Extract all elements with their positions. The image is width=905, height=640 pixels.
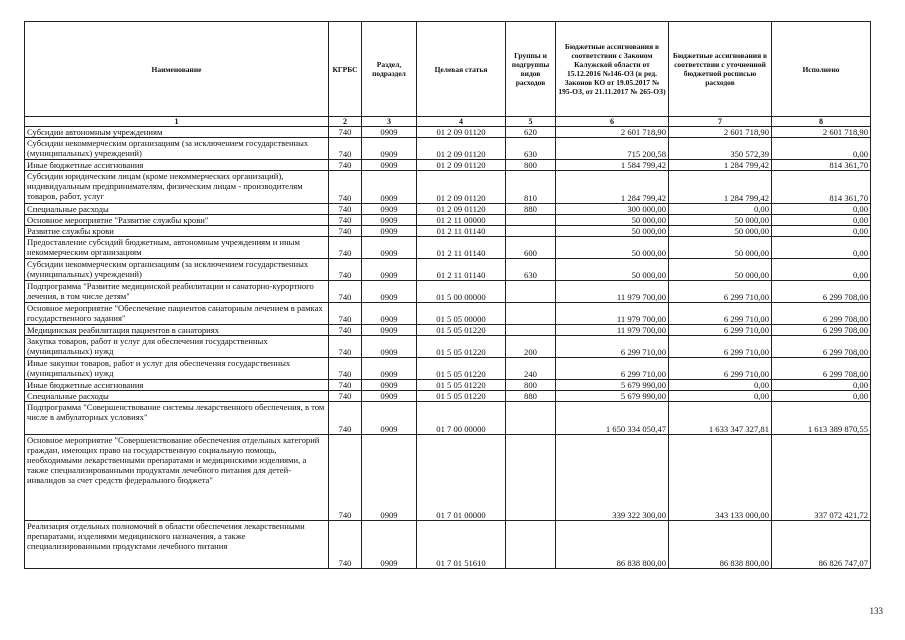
row-executed: 337 072 421,72 bbox=[772, 435, 871, 521]
row-target: 01 5 05 01220 bbox=[417, 391, 506, 402]
row-group bbox=[506, 435, 556, 521]
row-approved: 300 000,00 bbox=[556, 204, 669, 215]
row-name: Основное мероприятие "Совершенствование обеспечения отдельных категорий граждан, имеющих право на государственную социальную помощь, необходимыми лекарственными препаратами и медицинскими изделиями, а также специализированными продуктами лечебного питания для детей-инвалидов за счет средств федерального бюджета" bbox=[25, 435, 329, 521]
row-name: Иные бюджетные ассигнования bbox=[25, 380, 329, 391]
row-executed: 0,00 bbox=[772, 204, 871, 215]
row-name: Субсидии автономным учреждениям bbox=[25, 127, 329, 138]
row-target: 01 2 09 01120 bbox=[417, 127, 506, 138]
row-group bbox=[506, 281, 556, 303]
header-executed: Исполнено bbox=[772, 22, 871, 117]
row-refined: 1 284 799,42 bbox=[669, 171, 772, 204]
row-kgrbs: 740 bbox=[329, 237, 362, 259]
row-group: 800 bbox=[506, 160, 556, 171]
budget-table bbox=[24, 21, 871, 569]
row-refined: 6 299 710,00 bbox=[669, 358, 772, 380]
table-body bbox=[25, 127, 871, 569]
column-number: 5 bbox=[506, 117, 556, 127]
row-executed: 6 299 708,00 bbox=[772, 325, 871, 336]
row-executed: 1 613 389 870,55 bbox=[772, 402, 871, 435]
row-kgrbs: 740 bbox=[329, 358, 362, 380]
row-approved: 339 322 300,00 bbox=[556, 435, 669, 521]
header-refined: Бюджетные ассигнования в соответствии с уточненной бюджетной росписью расходов bbox=[669, 22, 772, 117]
row-name: Иные закупки товаров, работ и услуг для обеспечения государственных (муниципальных) нужд bbox=[25, 358, 329, 380]
row-kgrbs: 740 bbox=[329, 521, 362, 569]
row-target: 01 2 11 00000 bbox=[417, 215, 506, 226]
row-approved: 5 679 990,00 bbox=[556, 391, 669, 402]
column-number: 4 bbox=[417, 117, 506, 127]
row-group: 880 bbox=[506, 204, 556, 215]
row-approved: 50 000,00 bbox=[556, 226, 669, 237]
table-row bbox=[25, 402, 871, 435]
row-approved: 1 284 799,42 bbox=[556, 171, 669, 204]
row-section: 0909 bbox=[362, 259, 417, 281]
row-name: Развитие службы крови bbox=[25, 226, 329, 237]
row-name: Специальные расходы bbox=[25, 391, 329, 402]
row-executed: 6 299 708,00 bbox=[772, 336, 871, 358]
row-group: 630 bbox=[506, 259, 556, 281]
row-section: 0909 bbox=[362, 226, 417, 237]
row-executed: 0,00 bbox=[772, 259, 871, 281]
row-name: Предоставление субсидий бюджетным, автономным учреждениям и иным некоммерческим организациям bbox=[25, 237, 329, 259]
row-refined: 2 601 718,90 bbox=[669, 127, 772, 138]
table-row bbox=[25, 226, 871, 237]
row-section: 0909 bbox=[362, 336, 417, 358]
row-approved: 6 299 710,00 bbox=[556, 336, 669, 358]
row-approved: 50 000,00 bbox=[556, 259, 669, 281]
row-kgrbs: 740 bbox=[329, 127, 362, 138]
column-number: 6 bbox=[556, 117, 669, 127]
row-kgrbs: 740 bbox=[329, 380, 362, 391]
row-refined: 343 133 000,00 bbox=[669, 435, 772, 521]
table-row bbox=[25, 204, 871, 215]
row-refined: 50 000,00 bbox=[669, 215, 772, 226]
row-executed: 6 299 708,00 bbox=[772, 281, 871, 303]
row-target: 01 7 01 51610 bbox=[417, 521, 506, 569]
row-target: 01 5 05 01220 bbox=[417, 325, 506, 336]
row-approved: 50 000,00 bbox=[556, 215, 669, 226]
header-section: Раздел, подраздел bbox=[362, 22, 417, 117]
row-name: Специальные расходы bbox=[25, 204, 329, 215]
report-sheet bbox=[24, 21, 870, 569]
row-executed: 86 826 747,07 bbox=[772, 521, 871, 569]
header-target: Целевая статья bbox=[417, 22, 506, 117]
row-kgrbs: 740 bbox=[329, 204, 362, 215]
row-section: 0909 bbox=[362, 325, 417, 336]
row-section: 0909 bbox=[362, 303, 417, 325]
row-section: 0909 bbox=[362, 237, 417, 259]
column-number: 8 bbox=[772, 117, 871, 127]
row-group: 240 bbox=[506, 358, 556, 380]
table-row bbox=[25, 336, 871, 358]
table-row bbox=[25, 325, 871, 336]
row-target: 01 2 09 01120 bbox=[417, 204, 506, 215]
table-row bbox=[25, 391, 871, 402]
row-name: Закупка товаров, работ и услуг для обеспечения государственных (муниципальных) нужд bbox=[25, 336, 329, 358]
row-section: 0909 bbox=[362, 138, 417, 160]
row-approved: 5 679 990,00 bbox=[556, 380, 669, 391]
row-name: Субсидии юридическим лицам (кроме некоммерческих организаций), индивидуальным предпринимателям, физическим лицам - производителям товаров, работ, услуг bbox=[25, 171, 329, 204]
row-group: 810 bbox=[506, 171, 556, 204]
row-kgrbs: 740 bbox=[329, 336, 362, 358]
row-target: 01 7 01 00000 bbox=[417, 435, 506, 521]
table-row bbox=[25, 160, 871, 171]
row-section: 0909 bbox=[362, 391, 417, 402]
row-target: 01 5 05 01220 bbox=[417, 380, 506, 391]
row-name: Субсидии некоммерческим организациям (за исключением государственных (муниципальных) учреждений) bbox=[25, 138, 329, 160]
row-kgrbs: 740 bbox=[329, 435, 362, 521]
row-name: Реализация отдельных полномочий в области обеспечения лекарственными препаратами, изделиями медицинского назначения, а также специализированными продуктами лечебного питания bbox=[25, 521, 329, 569]
row-approved: 11 979 700,00 bbox=[556, 281, 669, 303]
row-refined: 50 000,00 bbox=[669, 226, 772, 237]
table-row bbox=[25, 127, 871, 138]
header-name: Наименование bbox=[25, 22, 329, 117]
row-approved: 715 200,58 bbox=[556, 138, 669, 160]
row-target: 01 2 11 01140 bbox=[417, 237, 506, 259]
row-executed: 0,00 bbox=[772, 391, 871, 402]
row-kgrbs: 740 bbox=[329, 259, 362, 281]
row-refined: 1 284 799,42 bbox=[669, 160, 772, 171]
row-target: 01 5 00 00000 bbox=[417, 281, 506, 303]
row-refined: 50 000,00 bbox=[669, 237, 772, 259]
table-row bbox=[25, 171, 871, 204]
row-name: Медицинская реабилитация пациентов в санаториях bbox=[25, 325, 329, 336]
row-kgrbs: 740 bbox=[329, 160, 362, 171]
header-group: Группы и подгруппы видов расходов bbox=[506, 22, 556, 117]
table-row bbox=[25, 259, 871, 281]
row-name: Подпрограмма "Развитие медицинской реабилитации и санаторно-курортного лечения, в том числе детям" bbox=[25, 281, 329, 303]
row-target: 01 7 00 00000 bbox=[417, 402, 506, 435]
column-number-row bbox=[25, 117, 871, 127]
header-row bbox=[25, 22, 871, 117]
row-approved: 11 979 700,00 bbox=[556, 303, 669, 325]
table-row bbox=[25, 435, 871, 521]
row-name: Иные бюджетные ассигнования bbox=[25, 160, 329, 171]
row-section: 0909 bbox=[362, 171, 417, 204]
row-group bbox=[506, 303, 556, 325]
table-row bbox=[25, 237, 871, 259]
row-executed: 0,00 bbox=[772, 138, 871, 160]
row-group: 800 bbox=[506, 380, 556, 391]
row-target: 01 5 05 01220 bbox=[417, 358, 506, 380]
row-group bbox=[506, 402, 556, 435]
row-executed: 2 601 718,90 bbox=[772, 127, 871, 138]
row-section: 0909 bbox=[362, 402, 417, 435]
row-group bbox=[506, 521, 556, 569]
row-name: Подпрограмма "Совершенствование системы лекарственного обеспечения, в том числе в амбулаторных условиях" bbox=[25, 402, 329, 435]
row-executed: 0,00 bbox=[772, 215, 871, 226]
row-executed: 6 299 708,00 bbox=[772, 358, 871, 380]
column-number: 7 bbox=[669, 117, 772, 127]
row-target: 01 2 09 01120 bbox=[417, 160, 506, 171]
row-section: 0909 bbox=[362, 127, 417, 138]
row-target: 01 2 09 01120 bbox=[417, 138, 506, 160]
row-refined: 1 633 347 327,81 bbox=[669, 402, 772, 435]
row-refined: 6 299 710,00 bbox=[669, 303, 772, 325]
row-executed: 0,00 bbox=[772, 226, 871, 237]
row-refined: 86 838 800,00 bbox=[669, 521, 772, 569]
row-kgrbs: 740 bbox=[329, 215, 362, 226]
row-approved: 11 979 700,00 bbox=[556, 325, 669, 336]
row-kgrbs: 740 bbox=[329, 226, 362, 237]
row-group bbox=[506, 215, 556, 226]
row-approved: 50 000,00 bbox=[556, 237, 669, 259]
row-executed: 814 361,70 bbox=[772, 171, 871, 204]
column-number: 2 bbox=[329, 117, 362, 127]
header-kgrbs: КГРБС bbox=[329, 22, 362, 117]
table-row bbox=[25, 138, 871, 160]
row-target: 01 5 05 00000 bbox=[417, 303, 506, 325]
row-section: 0909 bbox=[362, 380, 417, 391]
row-section: 0909 bbox=[362, 281, 417, 303]
page-number: 133 bbox=[869, 606, 883, 616]
table-row bbox=[25, 215, 871, 226]
row-section: 0909 bbox=[362, 204, 417, 215]
row-group: 630 bbox=[506, 138, 556, 160]
row-target: 01 2 11 01140 bbox=[417, 226, 506, 237]
row-section: 0909 bbox=[362, 521, 417, 569]
row-executed: 814 361,70 bbox=[772, 160, 871, 171]
row-section: 0909 bbox=[362, 358, 417, 380]
row-section: 0909 bbox=[362, 160, 417, 171]
row-target: 01 5 05 01220 bbox=[417, 336, 506, 358]
table-row bbox=[25, 380, 871, 391]
row-kgrbs: 740 bbox=[329, 171, 362, 204]
column-number: 1 bbox=[25, 117, 329, 127]
table-row bbox=[25, 281, 871, 303]
row-approved: 1 584 799,42 bbox=[556, 160, 669, 171]
row-executed: 6 299 708,00 bbox=[772, 303, 871, 325]
row-approved: 6 299 710,00 bbox=[556, 358, 669, 380]
row-kgrbs: 740 bbox=[329, 391, 362, 402]
row-approved: 86 838 800,00 bbox=[556, 521, 669, 569]
row-refined: 6 299 710,00 bbox=[669, 336, 772, 358]
row-refined: 350 572,39 bbox=[669, 138, 772, 160]
row-refined: 0,00 bbox=[669, 391, 772, 402]
table-row bbox=[25, 358, 871, 380]
row-target: 01 2 11 01140 bbox=[417, 259, 506, 281]
row-kgrbs: 740 bbox=[329, 138, 362, 160]
row-kgrbs: 740 bbox=[329, 402, 362, 435]
column-number: 3 bbox=[362, 117, 417, 127]
row-executed: 0,00 bbox=[772, 237, 871, 259]
row-group: 200 bbox=[506, 336, 556, 358]
row-refined: 6 299 710,00 bbox=[669, 281, 772, 303]
row-section: 0909 bbox=[362, 215, 417, 226]
row-group bbox=[506, 226, 556, 237]
row-approved: 2 601 718,90 bbox=[556, 127, 669, 138]
row-kgrbs: 740 bbox=[329, 325, 362, 336]
row-section: 0909 bbox=[362, 435, 417, 521]
row-refined: 0,00 bbox=[669, 380, 772, 391]
header-approved: Бюджетные ассигнования в соответствии с Законом Калужской области от 15.12.2016 №146-ОЗ (в ред. Законов КО от 19.05.2017 № 195-ОЗ, от 21.11.2017 № 265-ОЗ) bbox=[556, 22, 669, 117]
row-group: 880 bbox=[506, 391, 556, 402]
row-refined: 50 000,00 bbox=[669, 259, 772, 281]
row-refined: 0,00 bbox=[669, 204, 772, 215]
table-row bbox=[25, 521, 871, 569]
row-target: 01 2 09 01120 bbox=[417, 171, 506, 204]
table-row bbox=[25, 303, 871, 325]
row-name: Основное мероприятие "Развитие службы крови" bbox=[25, 215, 329, 226]
row-kgrbs: 740 bbox=[329, 303, 362, 325]
row-approved: 1 650 334 050,47 bbox=[556, 402, 669, 435]
row-name: Основное мероприятие "Обеспечение пациентов санаторным лечением в рамках государственного задания" bbox=[25, 303, 329, 325]
row-name: Субсидии некоммерческим организациям (за исключением государственных (муниципальных) учреждений) bbox=[25, 259, 329, 281]
row-group: 620 bbox=[506, 127, 556, 138]
row-group: 600 bbox=[506, 237, 556, 259]
row-refined: 6 299 710,00 bbox=[669, 325, 772, 336]
row-group bbox=[506, 325, 556, 336]
row-kgrbs: 740 bbox=[329, 281, 362, 303]
row-executed: 0,00 bbox=[772, 380, 871, 391]
